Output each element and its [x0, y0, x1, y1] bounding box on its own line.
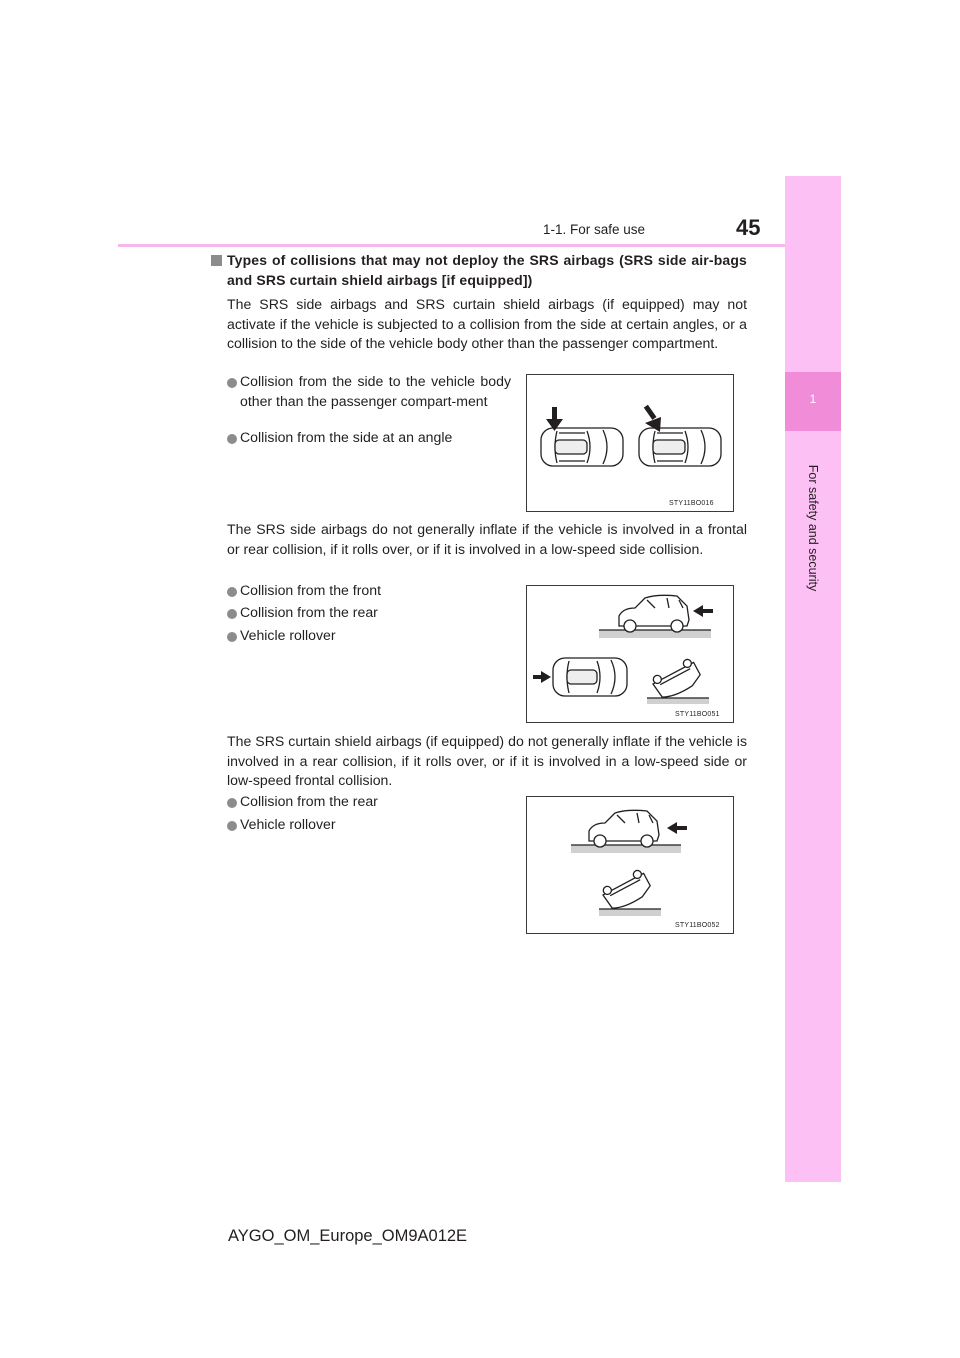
list-item: Vehicle rollover [240, 627, 336, 643]
figure-code: STY11BO051 [675, 711, 720, 718]
bullet-dot-icon [227, 632, 237, 642]
list-item: Collision from the side at an angle [240, 429, 453, 445]
figure-rear-rollover [526, 796, 734, 934]
header-rule [118, 244, 785, 247]
list-item: Vehicle rollover [240, 816, 336, 832]
bullet-dot-icon [227, 821, 237, 831]
list-item: Collision from the side to the vehicle body other than the passenger compart-ment [240, 373, 511, 409]
bullet-dot-icon [227, 798, 237, 808]
chapter-title: For safety and security [806, 464, 820, 592]
side-collision-illustration [527, 375, 733, 511]
paragraph-1: The SRS side airbags and SRS curtain shield airbags (if equipped) may not activate if the vehicle is subjected to a collision from the side at certain angles, or a collision to the side of the vehicle body other than the passenger compartment. [227, 296, 747, 351]
page-number: 45 [736, 215, 761, 240]
paragraph-2: The SRS side airbags do not generally inflate if the vehicle is involved in a frontal or rear collision, if it rolls over, or if it is involved in a low-speed side collision. [227, 521, 747, 557]
list-item: Collision from the rear [240, 604, 378, 620]
list-item: Collision from the rear [240, 793, 378, 809]
heading-square-icon [211, 255, 222, 266]
bullet-dot-icon [227, 609, 237, 619]
bullet-dot-icon [227, 587, 237, 597]
bullet-dot-icon [227, 434, 237, 444]
rear-rollover-illustration [527, 797, 733, 933]
figure-side-collision [526, 374, 734, 512]
chapter-side-tab [785, 176, 841, 1182]
paragraph-3: The SRS curtain shield airbags (if equipped) do not generally inflate if the vehicle is involved in a rear collision, if it rolls over, or if it is involved in a low-speed side or low-speed frontal collision. [227, 733, 747, 788]
figure-code: STY11BO016 [669, 500, 714, 507]
figure-front-rear-rollover [526, 585, 734, 723]
document-footer: AYGO_OM_Europe_OM9A012E [228, 1227, 468, 1245]
section-title: 1-1. For safe use [543, 222, 646, 237]
front-rear-rollover-illustration [527, 586, 733, 722]
bullet-dot-icon [227, 378, 237, 388]
chapter-number: 1 [809, 392, 817, 406]
list-item: Collision from the front [240, 582, 381, 598]
figure-code: STY11BO052 [675, 922, 720, 929]
section-heading: Types of collisions that may not deploy the SRS airbags (SRS side air-bags and SRS curtain shield airbags [if equipped]) [227, 252, 747, 288]
